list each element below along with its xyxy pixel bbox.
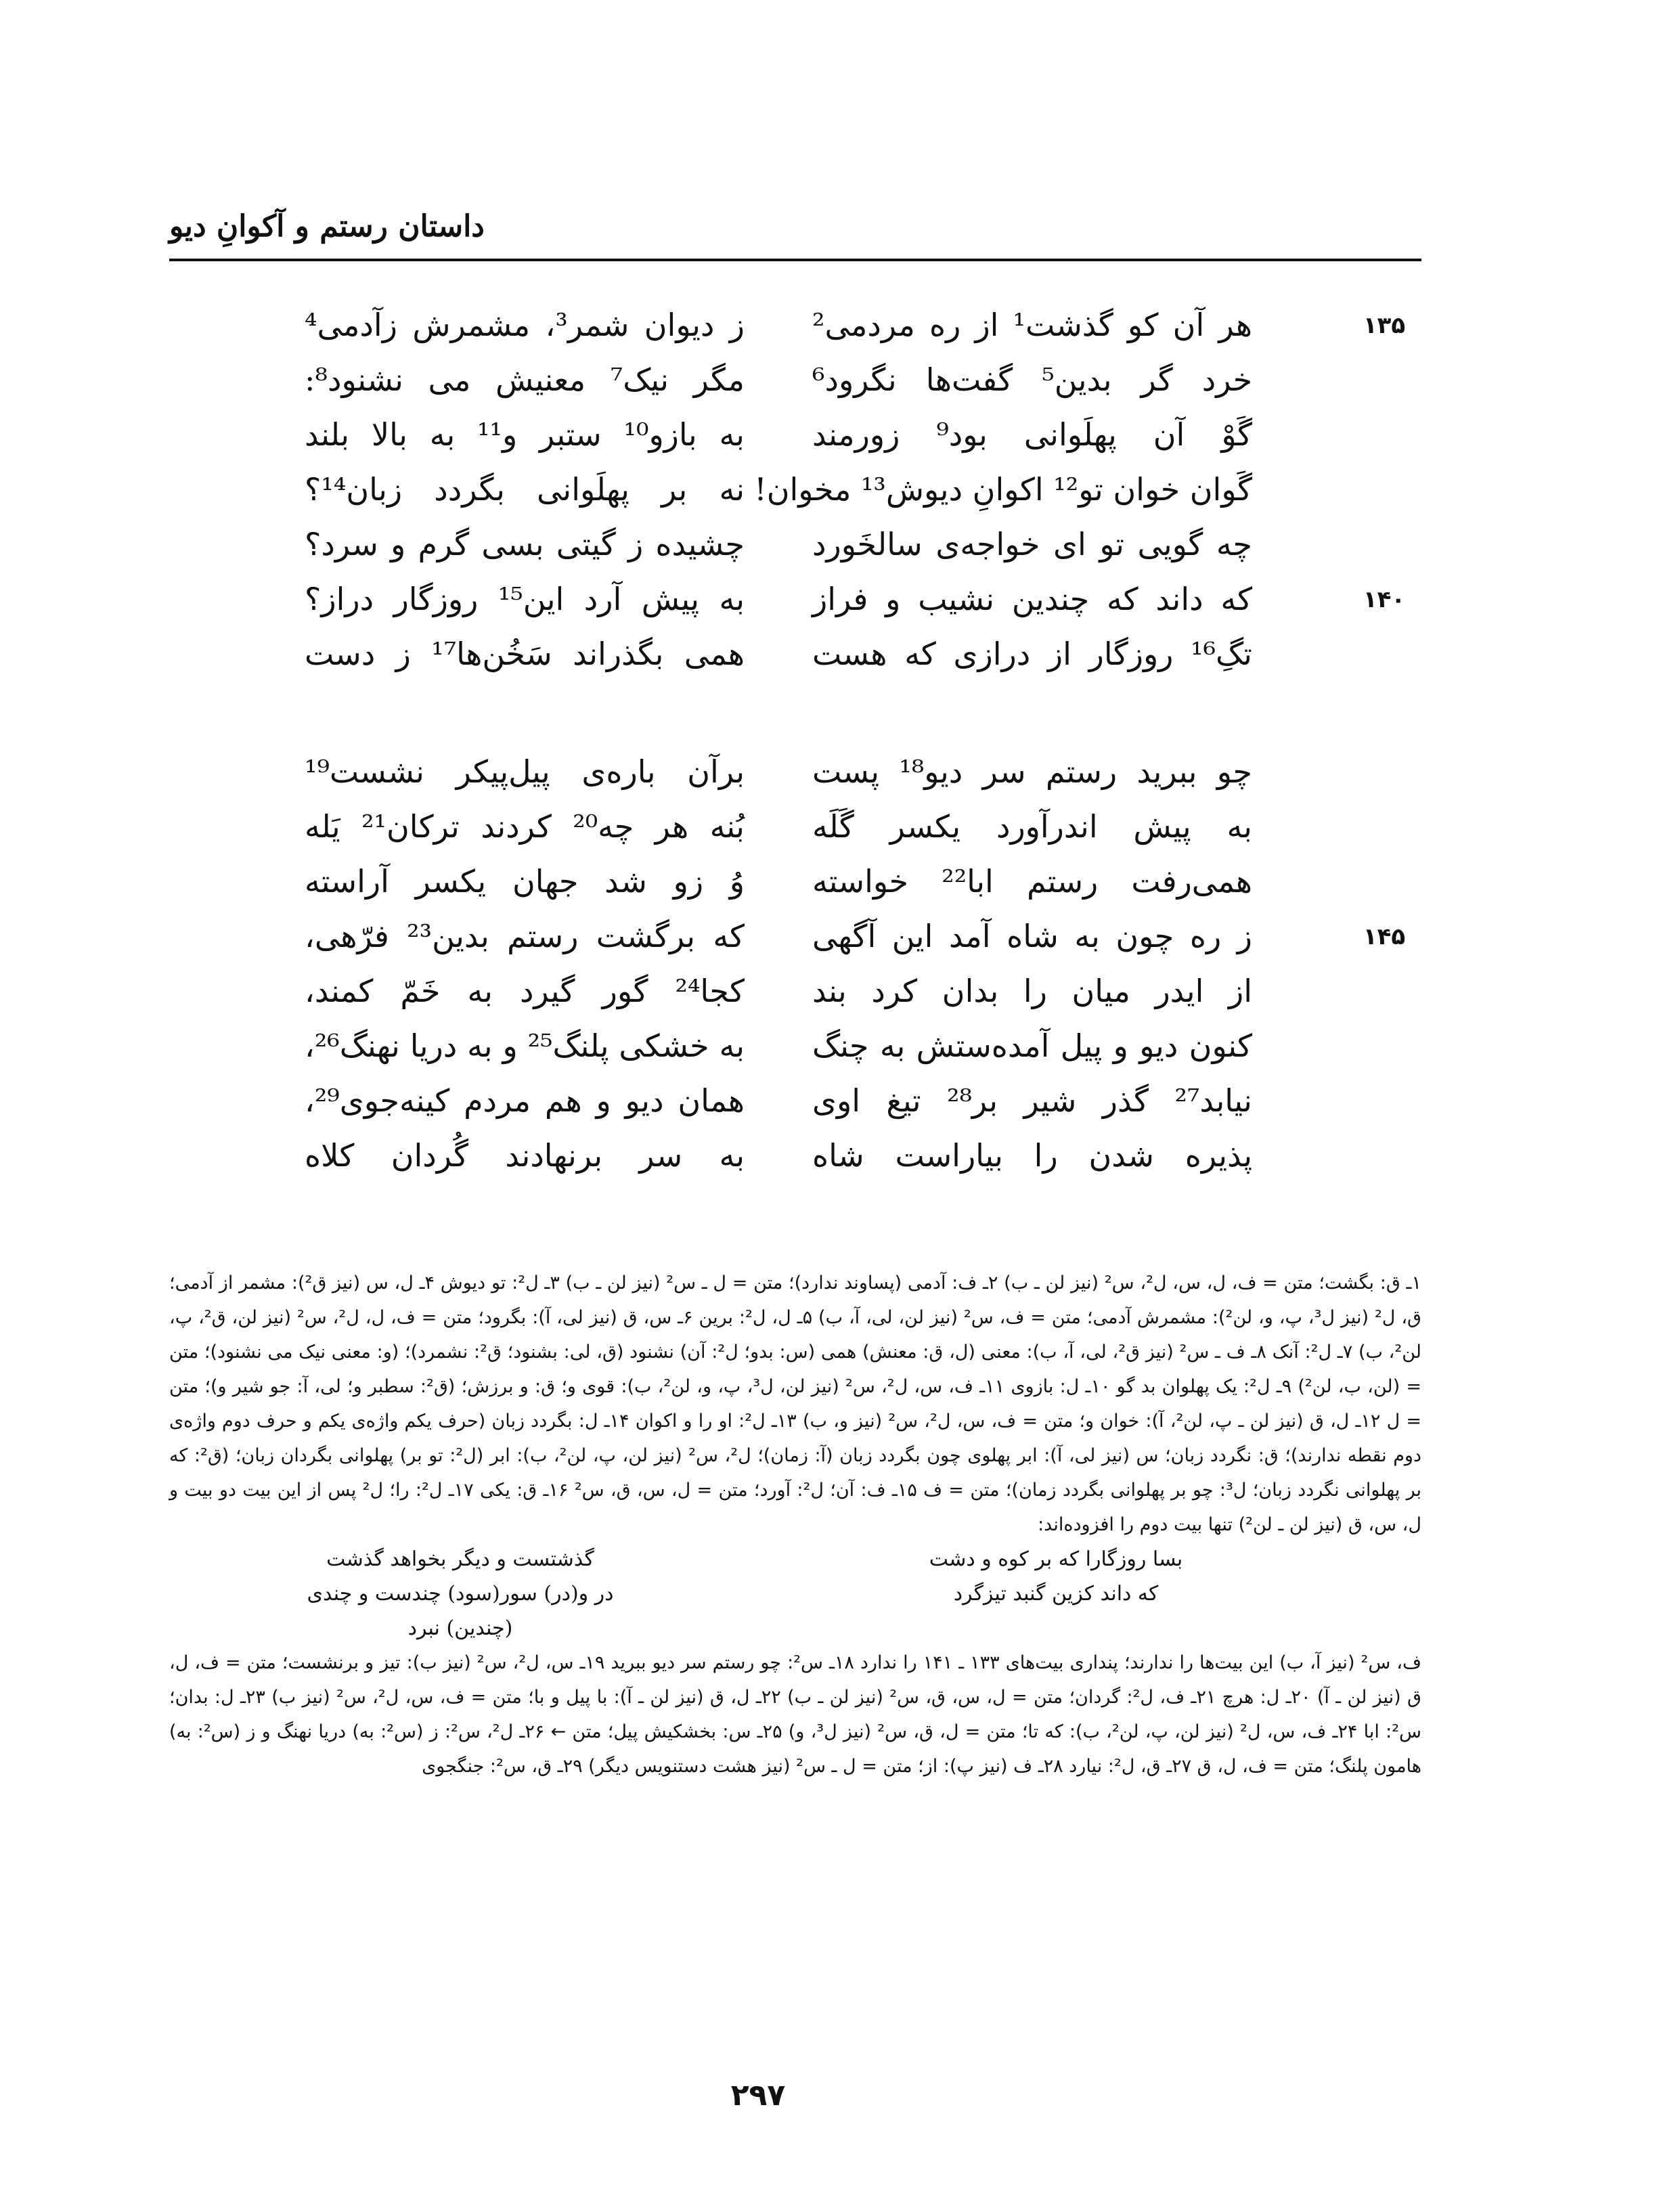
footnotes-paragraph-2: ف، س² (نیز آ، ب) این بیت‌ها را ندارند؛ پنداری بیت‌های ۱۳۳ ـ ۱۴۱ را ندارد ۱۸ـ س²: چو رستم سر دیو ببرید ۱۹ـ س، ل²، س² (نیز ب): تیز و برنشست؛ متن = ف، ل، ق (نیز لن ـ آ) ۲۰ـ ل: هرچ ۲۱ـ ف، ل²: گردان؛ متن = ل، س، ق، س² (نیز لن ـ ب) ۲۲ـ ل، ق (نیز لن ـ آ): با پیل و با؛ متن = ف، س، ل²، س² (نیز ب) ۲۳ـ ل: بدان؛ س²: ابا ۲۴ـ ف، س، ل² (نیز لن، پ، لن²، ب): که تا؛ متن = ل، ق، س² (نیز ل³، و) ۲۵ـ س: بخشکیش پیل؛ متن ← ۲۶ـ ل²، س²: ز (س²: به) دریا نهنگ و ز (س²: به) هامون پلنگ؛ متن = ف، ل، ق ۲۷ـ ق، ل²: نیارد ۲۸ـ ف (نیز پ): از؛ متن = ل ـ س² (نیز هشت دستنویس دیگر) ۲۹ـ ق، س²: جنگجوی bbox=[169, 1652, 1422, 1777]
hemistich-first: از ایدر میان را بدان کرد بند bbox=[812, 973, 1252, 1009]
hemistich-first: چه گویی تو ای خواجه‌ی سالخَورد bbox=[812, 526, 1252, 562]
footnote-verse-line bbox=[169, 1576, 1421, 1646]
couplet bbox=[244, 407, 1421, 462]
hemistich-second: به سر برنهادند گُردان کلاه bbox=[305, 1137, 745, 1174]
hemistich-second: وُ زو شد جهان یکسر آراسته bbox=[305, 863, 745, 900]
hemistich-first: که داند که چندین نشیب و فراز bbox=[812, 581, 1252, 617]
hemistich-second: کجا²⁴ گور گیرد به خَمّ کمند، bbox=[305, 973, 745, 1009]
footnote-verse-line bbox=[169, 1542, 1421, 1576]
hemistich-second: به پیش آرد این¹⁵ روزگار دراز؟ bbox=[305, 581, 745, 617]
hemistich-first: کنون دیو و پیل آمده‌ستش به چنگ bbox=[812, 1028, 1252, 1064]
hemistich-second: همی بگذراند سَخُن‌ها¹⁷ ز دست bbox=[305, 636, 745, 672]
hemistich-second: به بازو¹⁰ ستبر و¹¹ به بالا بلند bbox=[305, 416, 745, 453]
hemistich-second: نه بر پهلَوانی بگردد زبان¹⁴؟ bbox=[305, 471, 745, 508]
hemistich-second: مگر نیک⁷ معنیش می نشنود⁸: bbox=[305, 361, 745, 398]
couplet bbox=[244, 627, 1421, 682]
hemistich-first: خرد گر بدین⁵ گفت‌ها نگرود⁶ bbox=[812, 361, 1253, 398]
couplet bbox=[244, 298, 1421, 353]
hemistich-first: به پیش اندرآورد یکسر گَلَه bbox=[812, 808, 1252, 845]
couplet bbox=[244, 964, 1421, 1019]
footnote-hemistich-left: در و(در) سور(سود) چندست و چندی (چندین) نبرد bbox=[307, 1582, 614, 1640]
hemistich-second: بُنه هر چه²⁰ کردند ترکان²¹ یَله bbox=[305, 808, 745, 845]
couplet bbox=[244, 353, 1421, 407]
hemistich-first: هر آن کو گذشت¹ از ره مردمی² bbox=[812, 307, 1252, 343]
couplet bbox=[244, 462, 1421, 517]
couplet bbox=[244, 1128, 1421, 1183]
footnote-hemistich-right: که داند کزین گنبد تیزگرد bbox=[953, 1582, 1159, 1606]
hemistich-first: ز ره چون به شاه آمد این آگهی bbox=[812, 918, 1252, 954]
page-header bbox=[169, 203, 1421, 257]
hemistich-second: برآن باره‌ی پیل‌پیکر نشست¹⁹ bbox=[305, 753, 745, 790]
stanza-2 bbox=[244, 745, 1421, 1183]
page-number: ۲۹۷ bbox=[730, 2078, 786, 2113]
couplet bbox=[244, 1074, 1421, 1128]
verse-number: ۱۴۵ bbox=[1363, 923, 1406, 950]
verse-number: ۱۳۵ bbox=[1363, 311, 1406, 339]
footnotes-apparatus bbox=[169, 1266, 1421, 1784]
footnotes-paragraph-1: ۱ـ ق: بگشت؛ متن = ف، ل، س، ل²، س² (نیز لن ـ ب) ۲ـ ف: آدمی (پساوند ندارد)؛ متن = ل ـ س² (نیز لن ـ ب) ۳ـ ل²: تو دیوش ۴ـ ل، س (نیز ق²): مشمر از آدمی؛ ق، ل² (نیز ل³، پ، و، لن²): مشمرش آدمی؛ متن = ف، س² (نیز لن، لی، آ، ب) ۵ـ ل، ل²: برین ۶ـ س، ق (نیز لی، آ): بگرود؛ متن = ف، ل، ل²، س² (نیز لن، ق²، پ، لن²، ب) ۷ـ ل²: آنک ۸ـ ف ـ س² (نیز ق²، لی، آ، ب): معنی (ل، ق: معنش) همی (س: بدو؛ ل²: آن) نشنود (ق، لی: بشنود؛ ق²: نشمرد)؛ (و: معنی نیک می نشنود)؛ متن = (لن، ب، لن²) ۹ـ ل²: یک پهلوان بد گو ۱۰ـ ل: بازوی ۱۱ـ ف، س، ل²، س² (نیز لن، ل³، پ، و، لن²، ب): قوی و؛ ق: و برزش؛ (ق²: سطبر و؛ لی، آ: جو شیر و)؛ متن = ل ۱۲ـ ل، ق (نیز لن ـ پ، لن²، آ): خوان و؛ متن = ف، س، ل²، س² (نیز و، ب) ۱۳ـ ل²: او را و اکوان ۱۴ـ ل: بگردد زبان (حرف یکم واژه‌ی یکم و حرف دوم واژه‌ی دوم نقطه ندارند)؛ ق: نگردد زبان؛ س (نیز لی، آ): ابر پهلوی چون بگردد زبان (آ: زمان)؛ ل²، س² (نیز لن، پ، لن²، ب): ابر (ل²: تو بر) پهلوانی بگردان زبان؛ (ق²: که بر پهلوانی نگردد زبان؛ ل³: چو بر پهلوانی بگردد زمان)؛ متن = ف ۱۵ـ ف: آن؛ ل²: آورد؛ متن = ل، س، ق، س² ۱۶ـ ق: یکی ۱۷ـ ل²: را؛ ل² پس از این بیت دو بیت و ل، س، ق (نیز لن ـ لن²) تنها بیت دوم را افزوده‌اند: bbox=[169, 1273, 1421, 1535]
couplet bbox=[244, 745, 1421, 799]
couplet bbox=[244, 1019, 1421, 1074]
hemistich-second: که برگشت رستم بدین²³ فرّهی، bbox=[305, 918, 745, 954]
running-title: داستان رستم و آکوانِ دیو bbox=[169, 209, 485, 244]
verse-number: ۱۴۰ bbox=[1363, 586, 1406, 613]
footnote-hemistich-right: بسا روزگارا که بر کوه و دشت bbox=[929, 1547, 1183, 1571]
hemistich-second: ز دیوان شمر³، مشمرش زآدمی⁴ bbox=[305, 307, 745, 343]
header-rule bbox=[169, 259, 1421, 261]
couplet bbox=[244, 517, 1421, 572]
couplet bbox=[244, 854, 1421, 909]
hemistich-first: نیابد²⁷ گذر شیر بر²⁸ تیغ اوی bbox=[812, 1082, 1252, 1119]
hemistich-first: پذیره شدن را بیاراست شاه bbox=[812, 1137, 1252, 1174]
hemistich-first: گَوْ آن پهلَوانی بود⁹ زورمند bbox=[812, 416, 1252, 453]
hemistich-first: گَوان خوان تو¹² اکوانِ دیوش¹³ مخوان! bbox=[754, 471, 1252, 508]
hemistich-first: چو ببرید رستم سر دیو¹⁸ پست bbox=[812, 753, 1252, 790]
footnote-quoted-verses bbox=[169, 1542, 1421, 1646]
couplet bbox=[244, 799, 1421, 854]
hemistich-first: تگِ¹⁶ روزگار از درازی که هست bbox=[812, 636, 1252, 672]
footnote-hemistich-left: گذشتست و دیگر بخواهد گذشت bbox=[326, 1547, 594, 1571]
hemistich-second: به خشکی پلنگ²⁵ و به دریا نهنگ²⁶، bbox=[305, 1028, 745, 1064]
hemistich-second: چشیده ز گیتی بسی گرم و سرد؟ bbox=[305, 526, 745, 562]
couplet bbox=[244, 572, 1421, 627]
hemistich-first: همی‌رفت رستم ابا²² خواسته bbox=[812, 863, 1252, 900]
stanza-1 bbox=[244, 298, 1421, 682]
hemistich-second: همان دیو و هم مردم کینه‌جوی²⁹، bbox=[305, 1082, 745, 1119]
couplet bbox=[244, 909, 1421, 964]
